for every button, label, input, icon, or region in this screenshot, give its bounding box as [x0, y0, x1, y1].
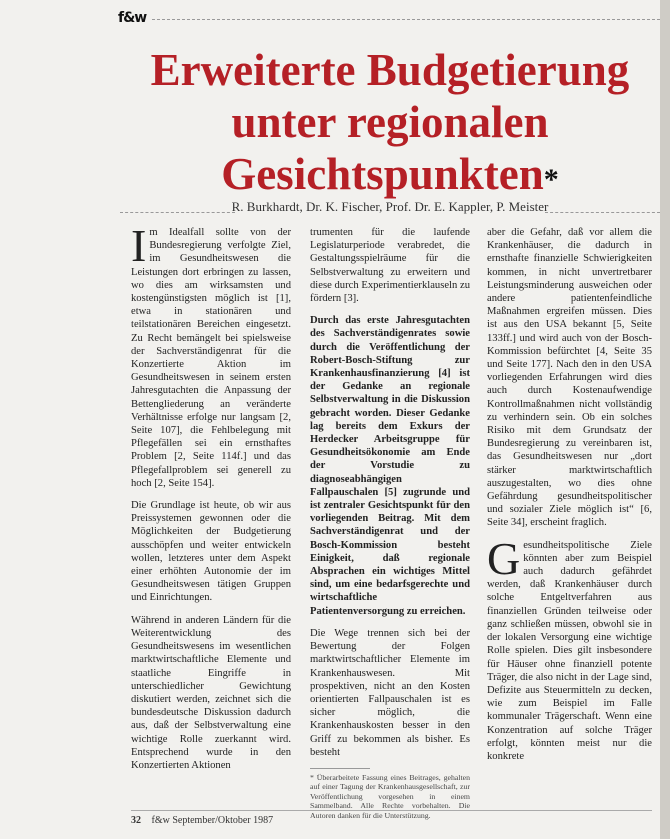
footnote: * Überarbeitete Fassung eines Beitrages, gehalten auf einer Tagung der Krankenhausgesellschaft, zur Veröffentlichung vorgesehen in einem Sammelband. Alle Rechte vorbehalten. Die Autoren danken für die Unterstützung.	[310, 772, 470, 820]
text-column-2	[310, 226, 470, 829]
article-authors: R. Burkhardt, Dr. K. Fischer, Prof. Dr. E. Kappler, P. Meister	[231, 199, 549, 214]
page-footer	[131, 815, 273, 826]
page-edge	[660, 0, 670, 839]
title-line-3-text: Gesichtspunkten	[221, 149, 544, 199]
header-rule	[152, 19, 660, 20]
paragraph: Die Grundlage ist heute, ob wir aus Preissystemen gewonnen oder die Möglichkeiten der Budgetierung ausschöpfen und weiter entwickeln wollen, letzteres unter dem Aspekt einer erhöhten Autonomie der im Gesundheitswesen tätigen Gruppen und Einrichtungen.	[131, 500, 291, 604]
paragraph: aber die Gefahr, daß vor allem die Krankenhäuser, die dadurch in ernsthafte finanzielle Schwierigkeiten kommen, in nicht unvertretbarer Leistungsminderung ausweichen oder andere patientenfeindliche Maßnahmen ergreifen müssen. Dies ist aus den USA bekannt [5, Seite 133ff.] und wird auch von der Bosch-Kommission befürchtet [4, Seite 35 und Seite 177]. Nach den in den USA vorliegenden Erfahrungen wird dies auch durch Kostenaufwendige Kontrollmaßnahmen nicht vollständig zu verhindern sein. Ob ein solches Risiko mit dem Grundsatz der Bundesregierung zu vereinbaren ist, das Gesundheitswesen nur „dort stärker marktwirtschaftlich auszugestalten, wo dies ohne Gefährdung gesundheitspolitischer und sozialer Ziele möglich ist“ [6, Seite 34], erscheint fraglich.	[487, 227, 652, 529]
drop-cap: I	[131, 220, 147, 271]
paragraph-text: m Idealfall sollte von der Bundesregierung verfolgte Ziel, im Gesundheitswesen die Leistungen dort erbringen zu lassen, wo dies am wirksamsten und kostengünstigsten möglich ist [1], etwa in stationären und teilstationären Bereichen eingesetzt. Zu Recht bemängelt bei spielsweise der Sachverständigenrat für die Konzertierte Aktion im Gesundheitswesen in seinem ersten Jahresgutachten die Anpassung der Bettengliederung an veränderte Verhältnisse erfolge nur langsam [2, Seite 107], die Fehlbelegung mit Pflegefällen sei ein ernsthaftes Problem [2, Seite 114f.] und das Pflegefallproblem sei generell zu hoch [2, Seite 154].	[131, 227, 291, 489]
footnote-rule	[310, 768, 370, 769]
paragraph	[131, 220, 291, 490]
author-rule-right	[545, 212, 660, 213]
title-line-3	[120, 148, 660, 200]
title-footnote-mark: *	[543, 163, 559, 196]
drop-cap: G	[487, 532, 521, 584]
paragraph	[487, 532, 652, 763]
text-column-1	[131, 220, 291, 781]
title-line-1: Erweiterte Budgetierung	[150, 45, 630, 95]
article-title	[120, 44, 660, 200]
page-number: 32	[131, 815, 141, 826]
footer-rule	[131, 810, 652, 811]
journal-logo: f&w	[118, 10, 147, 26]
highlighted-paragraph: Durch das erste Jahresgutachten des Sachverständigenrates sowie durch die Veröffentlichung der Robert-Bosch-Stiftung zur Krankenhausfinanzierung [4] ist der Gedanke an regionale Selbstverwaltung in die Diskussion gebracht worden. Dieser Gedanke lag bereits dem Exkurs der Herdecker Arbeitsgruppe für Gesundheitsökonomie am Ende der Vorstudie zu diagnoseabhängigen Fallpauschalen [5] zugrunde und ist zentraler Gesichtspunkt für den vorliegenden Beitrag. Mit dem Sachverständigenrat und der Bosch-Kommission besteht Einigkeit, daß regionale Absprachen ein wichtiges Mittel sind, um eine bedarfsgerechte und wirtschaftliche Patientenversorgung zu erreichen.	[310, 315, 470, 617]
journal-issue: f&w September/Oktober 1987	[151, 815, 274, 826]
text-column-3	[487, 226, 652, 772]
paragraph: trumenten für die laufende Legislaturperiode verabredet, die Gestaltungsspielräume für die Selbstverwaltung zu erweitern und diese durch Experimentierklauseln zu fördern [3].	[310, 227, 470, 305]
paragraph: Während in anderen Ländern für die Weiterentwicklung des Gesundheitswesens im wesentlichen marktwirtschaftliche Elemente und staatliche Eingriffe in unterschiedlicher Gewichtung diskutiert werden, zeichnet sich die bundesdeutsche Diskussion dadurch aus, daß der Selbstverwaltung eine wichtige Rolle zuerkannt wird. Entsprechend wurde in den Konzertierten Aktionen	[131, 614, 291, 771]
title-line-2: unter regionalen	[231, 97, 549, 147]
paragraph: Die Wege trennen sich bei der Bewertung der Folgen marktwirtschaftlicher Elemente im Krankenhauswesen. Mit prospektiven, nicht an den Kosten orientierten Fallpauschalen ist es sicher möglich, die Krankenhauskosten besser in den Griff zu bekommen als bisher. Es besteht	[310, 627, 470, 758]
paragraph-text: esundheitspolitische Ziele könnten aber zum Beispiel auch dadurch gefährdet werden, daß Krankenhäuser durch solche Entgeltverfahren aus finanziellen Gründen teilweise oder ganz schließen müssen, obwohl sie in der lokalen Versorgung eine wichtige Rolle spielen. Dies gilt insbesondere für Häuser ohne finanziell potente Träger, die also nicht in der Lage sind, Defizite aus Steuermitteln zu decken, wie zum Beispiel im Falle kommunaler Trägerschaft. Wenn eine Konzentration auf solche Träger erfolgt, könnten meist nur die konkrete	[487, 539, 652, 762]
